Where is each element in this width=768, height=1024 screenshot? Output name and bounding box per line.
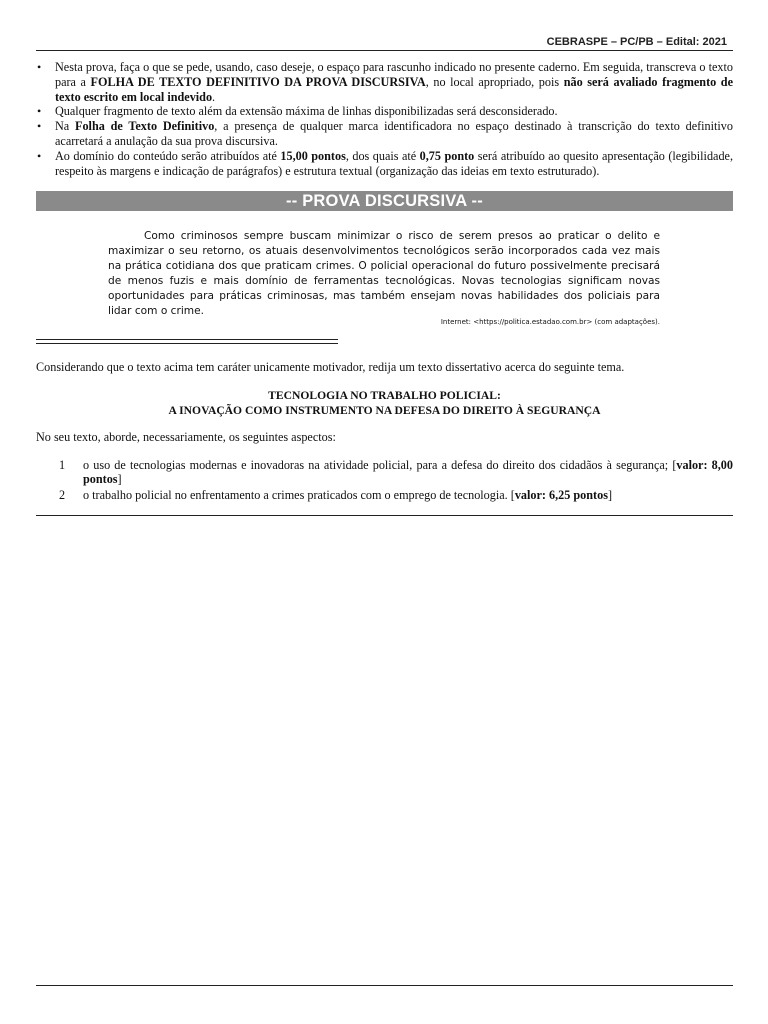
exam-header: CEBRASPE – PC/PB – Edital: 2021: [546, 36, 727, 48]
header-divider: [36, 50, 733, 51]
aspect-value: valor: 8,00 pontos: [83, 458, 733, 486]
aspect-text: o uso de tecnologias modernas e inovadoras na atividade policial, para a defesa do direito dos cidadãos à segurança;: [83, 458, 673, 472]
text-divider: [36, 339, 338, 344]
instruction-item: [36, 60, 733, 104]
motivating-text: Como criminosos sempre buscam minimizar o risco de serem presos ao praticar o delito e maximizar o seu retorno, os atuais desenvolvimentos tecnológicos serão incorporados cada vez mais na prática cotidiana dos que praticam crimes. O policial operacional do futuro possivelmente precisará de menos fuzis e mais domínio de ferramentas tecnológicas. Novas tecnologias significam novas oportunidades para práticas criminosas, mas também ensejam novas habilidades dos policiais para lidar com o crime.: [108, 230, 660, 317]
aspects-intro: No seu texto, aborde, necessariamente, os seguintes aspectos:: [36, 430, 336, 444]
bullet-icon: •: [37, 104, 42, 119]
instruction-text: Na: [55, 119, 76, 134]
bullet-icon: •: [37, 148, 42, 163]
instruction-item: [36, 104, 733, 119]
instruction-text: será atribuído ao quesito apresentação (legibilidade, respeito às margens e indicação de parágrafos) e estrutura textual (organização das ideias em texto estruturado).: [55, 148, 733, 178]
instruction-text: , no local apropriado, pois: [425, 74, 564, 89]
bullet-icon: •: [37, 119, 42, 134]
theme-line: TECNOLOGIA NO TRABALHO POLICIAL:: [268, 389, 501, 402]
essay-prompt: Considerando que o texto acima tem caráter unicamente motivador, redija um texto dissertativo acerca do seguinte tema.: [36, 360, 625, 374]
bracket: ]: [117, 471, 122, 486]
footer-divider: [36, 985, 733, 986]
section-banner: -- PROVA DISCURSIVA --: [36, 191, 733, 211]
aspect-item: [36, 459, 733, 486]
bracket: [: [510, 488, 515, 502]
aspect-item: [36, 489, 733, 503]
aspect-number: 1: [59, 458, 66, 472]
instruction-emphasis: Folha de Texto Definitivo: [75, 119, 215, 134]
instruction-text: Ao domínio do conteúdo serão atribuídos até: [55, 148, 281, 163]
instruction-emphasis: não será avaliado fragmento de texto escrito em local indevido: [55, 74, 733, 104]
instruction-text: , dos quais até: [345, 148, 420, 163]
instruction-text: Nesta prova, faça o que se pede, usando, caso deseje, o espaço para rascunho indicado no presente caderno. Em seguida, transcreva o texto para a: [55, 60, 733, 89]
instruction-text: .: [212, 89, 216, 104]
aspect-text: o trabalho policial no enfrentamento a crimes praticados com o emprego de tecnologia.: [83, 488, 511, 502]
instruction-emphasis: 0,75 ponto: [419, 148, 475, 163]
bullet-icon: •: [37, 60, 42, 74]
instruction-emphasis: FOLHA DE TEXTO DEFINITIVO DA PROVA DISCURSIVA: [90, 74, 426, 89]
instructions-list: [36, 60, 733, 178]
bracket: [: [672, 458, 677, 472]
section-divider: [36, 515, 733, 516]
instruction-item: [36, 149, 733, 179]
essay-theme: [36, 389, 733, 418]
instruction-emphasis: 15,00 pontos: [280, 148, 346, 163]
aspects-list: [36, 459, 733, 506]
instruction-text: , a presença de qualquer marca identificadora no espaço destinado à transcrição do texto definitivo acarretará a anulação da sua prova discursiva.: [55, 119, 733, 148]
aspect-value: valor: 6,25 pontos: [514, 488, 608, 502]
aspect-number: 2: [59, 488, 66, 502]
source-citation: Internet: <https://politica.estadao.com.br> (com adaptações).: [440, 318, 660, 326]
instruction-text: Qualquer fragmento de texto além da extensão máxima de linhas disponibilizadas será desconsiderado.: [55, 104, 558, 119]
exam-page: [36, 0, 733, 1024]
theme-line: A INOVAÇÃO COMO INSTRUMENTO NA DEFESA DO DIREITO À SEGURANÇA: [168, 403, 601, 417]
bracket: ]: [607, 488, 612, 502]
instruction-item: [36, 119, 733, 149]
